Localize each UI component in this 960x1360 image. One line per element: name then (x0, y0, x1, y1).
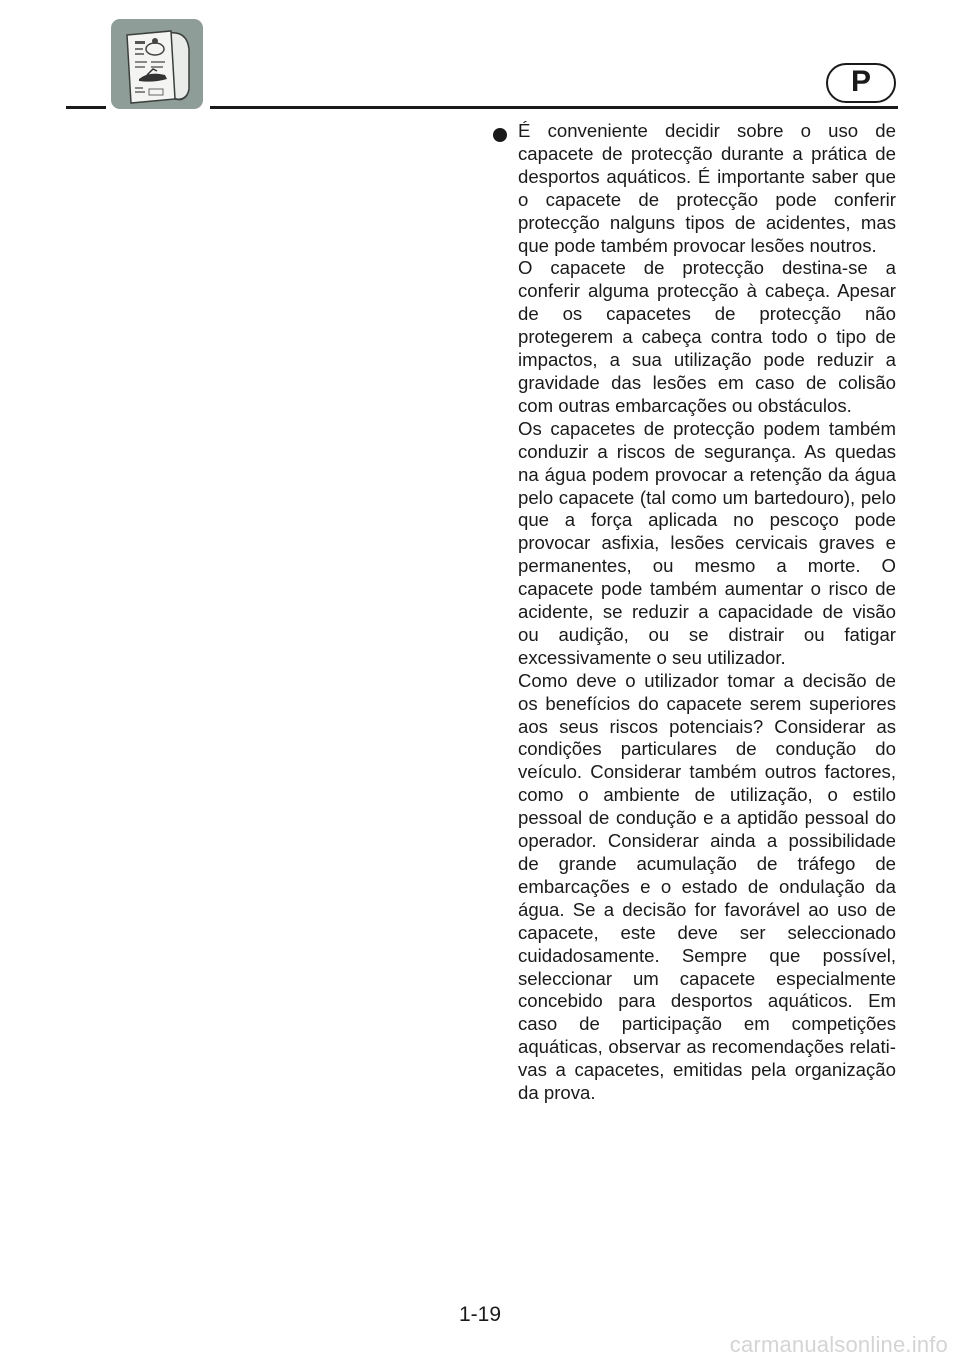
page-number: 1-19 (458, 1303, 502, 1326)
bullet-dot-icon (493, 128, 507, 142)
header-rule-left (66, 106, 106, 109)
language-badge: P (826, 63, 896, 103)
main-text-column (493, 120, 896, 1105)
watermark: carmanualsonline.info (729, 1332, 948, 1357)
paragraph: É conveniente decidir sobre o uso de capacete de protecção durante a prática de desportos aquáticos. É importante saber que o capacete de protecção pode conferir protecção nalguns tipos de acidentes, mas que pode também provocar lesões noutros. (518, 120, 896, 256)
paragraph: O capacete de protecção destina-se a conferir alguma protecção à cabeça. Apesar de os capacetes de protecção não protegerem a cabeça contra todo o tipo de impactos, a sua utilização pode reduzir a gravidade das lesões em caso de colisão com outras embarcações ou obstáculos. (518, 257, 896, 416)
paragraph: Como deve o utilizador tomar a decisão de os benefícios do capacete serem superiores aos seus riscos potenciais? Considerar as condições particulares de condução do veículo. Considerar também outros factores, como o ambiente de utilização, o estilo pessoal de condução e a aptidão pessoal do operador. Considerar ainda a possibilidade de grande acumulação de tráfego de embarcações e o estado de ondulação da água. Se a decisão for favorável ao uso de capacete, este deve ser seleccionado cuidadosamente. Sempre que possível, seleccionar um capacete especialmente concebido para desportos aquáticos. Em caso de participação em competições aquáticas, observar as recomendações relativas a capacetes, emitidas pela organização da prova. (518, 669, 896, 1104)
owners-manual-icon (111, 19, 203, 109)
paragraph: Os capacetes de protecção podem também conduzir a riscos de segurança. As quedas na água podem provocar a retenção da água pelo capacete (tal como um bartedouro), pelo que a força aplicada no pescoço pode provocar asfixia, lesões cervicais graves e permanentes, ou mesmo a morte. O capacete pode também aumentar o risco de acidente, se reduzir a capacidade de visão ou audição, ou se distrair ou fatigar excessivamente o seu utilizador. (518, 417, 896, 668)
bullet-item (493, 120, 896, 1105)
header-rule-right (210, 106, 898, 109)
